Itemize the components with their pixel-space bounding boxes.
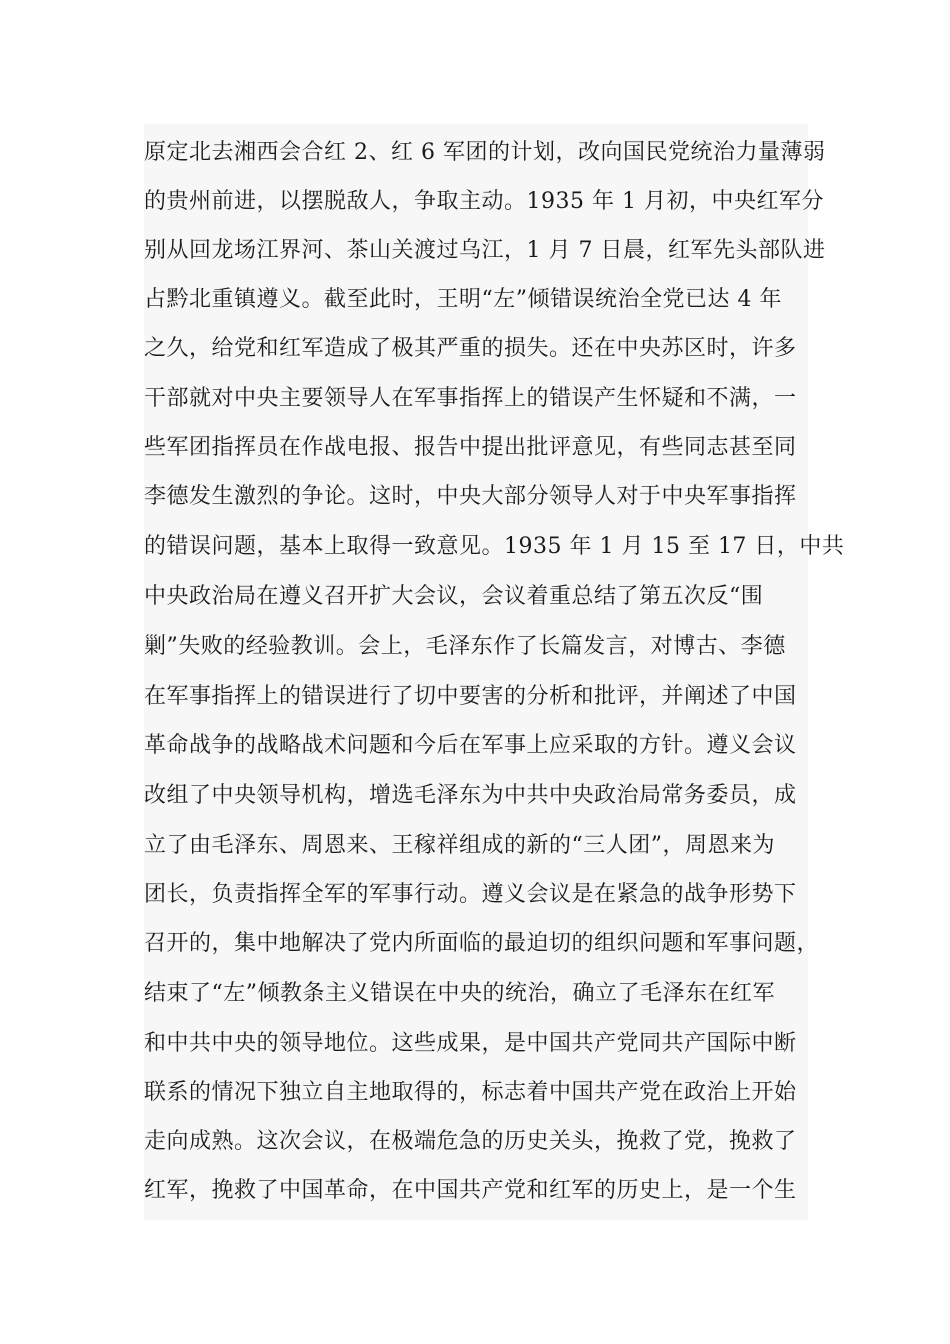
text-line: 原定北去湘西会合红 2、红 6 军团的计划，改向国民党统治力量薄弱	[144, 140, 826, 165]
text-line: 的错误问题，基本上取得一致意见。1935 年 1 月 15 至 17 日，中共	[144, 534, 845, 559]
text-line: 之久，给党和红军造成了极其严重的损失。还在中央苏区时，许多	[144, 336, 797, 361]
body-text-block	[144, 124, 845, 1220]
text-line: 干部就对中央主要领导人在军事指挥上的错误产生怀疑和不满，一	[144, 386, 797, 411]
text-line: 联系的情况下独立自主地取得的，标志着中国共产党在政治上开始	[144, 1080, 797, 1105]
text-line: 立了由毛泽东、周恩来、王稼祥组成的新的“三人团”，周恩来为	[144, 833, 775, 858]
text-line: 团长，负责指挥全军的军事行动。遵义会议是在紧急的战争形势下	[144, 882, 797, 907]
text-line: 结束了“左”倾教条主义错误在中央的统治，确立了毛泽东在红军	[144, 981, 775, 1006]
text-line: 中央政治局在遵义召开扩大会议，会议着重总结了第五次反“围	[144, 584, 764, 609]
text-line: 走向成熟。这次会议，在极端危急的历史关头，挽救了党，挽救了	[144, 1129, 797, 1154]
text-line: 革命战争的战略战术问题和今后在军事上应采取的方针。遵义会议	[144, 733, 797, 758]
text-line: 红军，挽救了中国革命，在中国共产党和红军的历史上，是一个生	[144, 1178, 797, 1203]
text-line: 剿”失败的经验教训。会上，毛泽东作了长篇发言，对博古、李德	[144, 634, 786, 659]
text-line: 的贵州前进，以摆脱敌人，争取主动。1935 年 1 月初，中央红军分	[144, 189, 824, 214]
text-line: 占黔北重镇遵义。截至此时，王明“左”倾错误统治全党已达 4 年	[144, 287, 782, 312]
text-line: 改组了中央领导机构，增选毛泽东为中共中央政治局常务委员，成	[144, 783, 797, 808]
text-line: 和中共中央的领导地位。这些成果，是中国共产党同共产国际中断	[144, 1031, 797, 1056]
text-line: 别从回龙场江界河、茶山关渡过乌江，1 月 7 日晨，红军先头部队进	[144, 238, 826, 263]
text-line: 召开的，集中地解决了党内所面临的最迫切的组织问题和军事问题，	[144, 931, 820, 956]
text-line: 李德发生激烈的争论。这时，中央大部分领导人对于中央军事指挥	[144, 484, 797, 509]
text-line: 在军事指挥上的错误进行了切中要害的分析和批评，并阐述了中国	[144, 684, 797, 709]
text-line: 些军团指挥员在作战电报、报告中提出批评意见，有些同志甚至同	[144, 435, 797, 460]
